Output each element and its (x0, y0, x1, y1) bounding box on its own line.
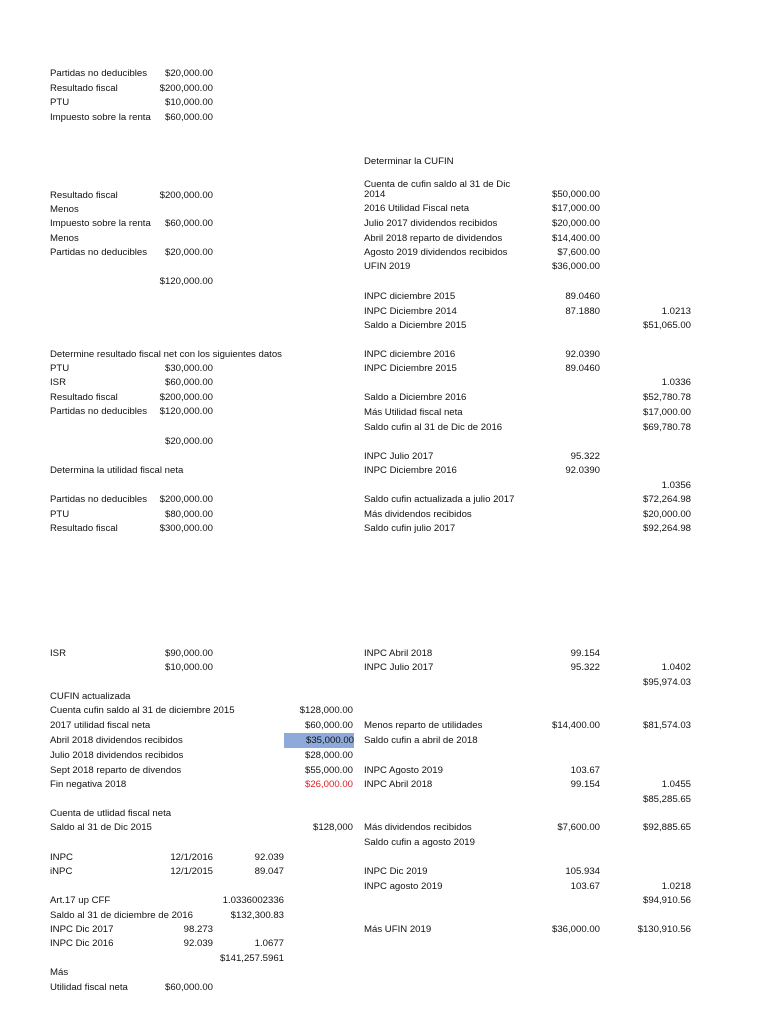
cell-value: $72,264.98 (642, 494, 691, 505)
negative-value: $26,000.00 (304, 779, 353, 790)
cell-value: 98.273 (183, 924, 213, 935)
selected-cell[interactable]: $35,000.00 (284, 733, 354, 748)
cell-value: $120,000.00 (159, 406, 213, 417)
cell-value: $200,000.00 (159, 392, 213, 403)
cell-label: Saldo cufin actualizada a julio 2017 (364, 494, 515, 505)
cell-label: INPC Agosto 2019 (364, 765, 443, 776)
cell-label: PTU (50, 97, 70, 108)
cell-value: $69,780.78 (642, 422, 691, 433)
section-title: CUFIN actualizada (50, 691, 131, 702)
cell-value: $60,000.00 (304, 720, 353, 731)
cell-value: 95.322 (570, 662, 600, 673)
cell-value: 89.047 (254, 866, 284, 877)
cell-value: $128,000.00 (299, 705, 353, 716)
cell-label: Cuenta cufin saldo al 31 de diciembre 2015 (50, 705, 235, 716)
cell-total: $141,257.5961 (219, 953, 284, 964)
cell-value: $14,400.00 (551, 233, 600, 244)
cell-value: $85,285.65 (642, 794, 691, 805)
cell-value: 105.934 (565, 866, 600, 877)
section-title: Determinar la CUFIN (364, 156, 454, 167)
cell-factor: 1.0356 (661, 480, 691, 491)
cell-value: $94,910.56 (642, 895, 691, 906)
cell-label: Saldo cufin a agosto 2019 (364, 837, 475, 848)
cell-value: $60,000.00 (164, 112, 213, 123)
cell-label: Más UFIN 2019 (364, 924, 432, 935)
cell-label: INPC Dic 2016 (50, 938, 114, 949)
cell-value: $92,885.65 (642, 822, 691, 833)
cell-value: $50,000.00 (551, 189, 600, 200)
cell-label: Resultado fiscal (50, 523, 118, 534)
cell-label: Saldo a Diciembre 2015 (364, 320, 467, 331)
cell-value: $20,000.00 (642, 509, 691, 520)
cell-label: Resultado fiscal (50, 83, 118, 94)
cell-label: INPC Dic 2019 (364, 866, 428, 877)
cell-value: 92.039 (183, 938, 213, 949)
cell-label: PTU (50, 363, 70, 374)
cell-label: Saldo al 31 de diciembre de 2016 (50, 910, 193, 921)
cell-value: $28,000.00 (304, 750, 353, 761)
cell-value: $200,000.00 (159, 190, 213, 201)
cell-value: $80,000.00 (164, 509, 213, 520)
cell-total: $120,000.00 (159, 276, 213, 287)
cell-factor: 1.0402 (661, 662, 691, 673)
cell-label: Julio 2017 dividendos recibidos (364, 218, 498, 229)
cell-value: $55,000.00 (304, 765, 353, 776)
cell-label: PTU (50, 509, 70, 520)
cell-label: iNPC (50, 866, 73, 877)
cell-factor: 1.0218 (661, 881, 691, 892)
cell-value: 92.0390 (565, 465, 600, 476)
cell-value: 103.67 (570, 881, 600, 892)
cell-value: $36,000.00 (551, 924, 600, 935)
cell-value: 1.0336002336 (222, 895, 284, 906)
section-title: Determina la utilidad fiscal neta (50, 465, 184, 476)
cell-label: Impuesto sobre la renta (50, 112, 151, 123)
cell-label: Fin negativa 2018 (50, 779, 127, 790)
cell-label: Menos reparto de utilidades (364, 720, 483, 731)
cell-label: Sept 2018 reparto de divendos (50, 765, 182, 776)
cell-label: INPC Diciembre 2014 (364, 306, 457, 317)
cell-factor: 1.0213 (661, 306, 691, 317)
cell-label: INPC diciembre 2016 (364, 349, 456, 360)
cell-factor: 1.0677 (254, 938, 284, 949)
cell-value: $200,000.00 (159, 494, 213, 505)
cell-label: Partidas no deducibles (50, 247, 148, 258)
cell-value: $10,000.00 (164, 662, 213, 673)
cell-value: $60,000.00 (164, 218, 213, 229)
cell-label: ISR (50, 648, 66, 659)
cell-value: $95,974.03 (642, 677, 691, 688)
cell-label: INPC Diciembre 2016 (364, 465, 457, 476)
cell-label: Partidas no deducibles (50, 494, 148, 505)
cell-label: Saldo cufin julio 2017 (364, 523, 456, 534)
cell-label: Impuesto sobre la renta (50, 218, 151, 229)
cell-value: $200,000.00 (159, 83, 213, 94)
cell-factor: 1.0455 (661, 779, 691, 790)
cell-value: $17,000.00 (642, 407, 691, 418)
cell-label: Menos (50, 233, 79, 244)
cell-value: $52,780.78 (642, 392, 691, 403)
cell-label: Abril 2018 dividendos recibidos (50, 735, 183, 746)
cell-value: 99.154 (570, 779, 600, 790)
section-title: Cuenta de utlidad fiscal neta (50, 808, 172, 819)
cell-label: Resultado fiscal (50, 190, 118, 201)
cell-label: Saldo cufin al 31 de Dic de 2016 (364, 422, 503, 433)
cell-value: $7,600.00 (557, 822, 600, 833)
cell-label: Abril 2018 reparto de dividendos (364, 233, 503, 244)
cell-label: Julio 2018 dividendos recibidos (50, 750, 184, 761)
cell-value: $36,000.00 (551, 261, 600, 272)
cell-label: Resultado fiscal (50, 392, 118, 403)
cell-total: $20,000.00 (164, 436, 213, 447)
cell-value: $17,000.00 (551, 203, 600, 214)
cell-value: $7,600.00 (557, 247, 600, 258)
cell-value: 99.154 (570, 648, 600, 659)
cell-value: 89.0460 (565, 291, 600, 302)
cell-value: $90,000.00 (164, 648, 213, 659)
cell-label: 2016 Utilidad Fiscal neta (364, 203, 470, 214)
cell-factor: 1.0336 (661, 377, 691, 388)
cell-value: 95.322 (570, 451, 600, 462)
cell-date: 12/1/2016 (170, 852, 213, 863)
cell-value: 87.1880 (565, 306, 600, 317)
cell-value: 89.0460 (565, 363, 600, 374)
cell-value: $60,000.00 (164, 982, 213, 993)
cell-label: Saldo a Diciembre 2016 (364, 392, 467, 403)
cell-label: Utilidad fiscal neta (50, 982, 128, 993)
cell-label: INPC diciembre 2015 (364, 291, 456, 302)
cell-label: Saldo al 31 de Dic 2015 (50, 822, 152, 833)
cell-value: $128,000 (312, 822, 353, 833)
cell-label: Partidas no deducibles (50, 406, 148, 417)
cell-value: $81,574.03 (642, 720, 691, 731)
cell-date: 12/1/2015 (170, 866, 213, 877)
cell-label: INPC (50, 852, 73, 863)
cell-label: 2014 (364, 189, 386, 200)
cell-value: $14,400.00 (551, 720, 600, 731)
cell-label: Agosto 2019 dividendos recibidos (364, 247, 508, 258)
cell-label: INPC Julio 2017 (364, 662, 434, 673)
cell-value: $20,000.00 (551, 218, 600, 229)
cell-value: 92.039 (254, 852, 284, 863)
cell-label: Más Utilidad fiscal neta (364, 407, 463, 418)
cell-value: $130,910.56 (637, 924, 691, 935)
cell-label: INPC Abril 2018 (364, 648, 433, 659)
cell-label: Más (50, 967, 69, 978)
cell-label: Menos (50, 204, 79, 215)
cell-label: UFIN 2019 (364, 261, 411, 272)
cell-value: $132,300.83 (230, 910, 284, 921)
cell-value: $20,000.00 (164, 247, 213, 258)
cell-value: $92,264.98 (642, 523, 691, 534)
cell-label: Cuenta de cufin saldo al 31 de Dic (364, 179, 511, 190)
cell-label: ISR (50, 377, 66, 388)
cell-label: Art.17 up CFF (50, 895, 111, 906)
cell-label: Más dividendos recibidos (364, 509, 472, 520)
cell-label: Partidas no deducibles (50, 68, 148, 79)
cell-label: INPC Dic 2017 (50, 924, 114, 935)
cell-value: $51,065.00 (642, 320, 691, 331)
cell-value: $20,000.00 (164, 68, 213, 79)
cell-value: $60,000.00 (164, 377, 213, 388)
cell-value: $300,000.00 (159, 523, 213, 534)
cell-label: INPC Abril 2018 (364, 779, 433, 790)
cell-label: INPC agosto 2019 (364, 881, 443, 892)
cell-value: $10,000.00 (164, 97, 213, 108)
cell-label: INPC Julio 2017 (364, 451, 434, 462)
cell-label: 2017 utilidad fiscal neta (50, 720, 151, 731)
cell-label: Más dividendos recibidos (364, 822, 472, 833)
cell-value: 92.0390 (565, 349, 600, 360)
cell-label: INPC Diciembre 2015 (364, 363, 457, 374)
cell-value: 103.67 (570, 765, 600, 776)
cell-label: Saldo cufin a abril de 2018 (364, 735, 478, 746)
cell-value: $30,000.00 (164, 363, 213, 374)
section-title: Determine resultado fiscal net con los siguientes datos (50, 349, 282, 360)
